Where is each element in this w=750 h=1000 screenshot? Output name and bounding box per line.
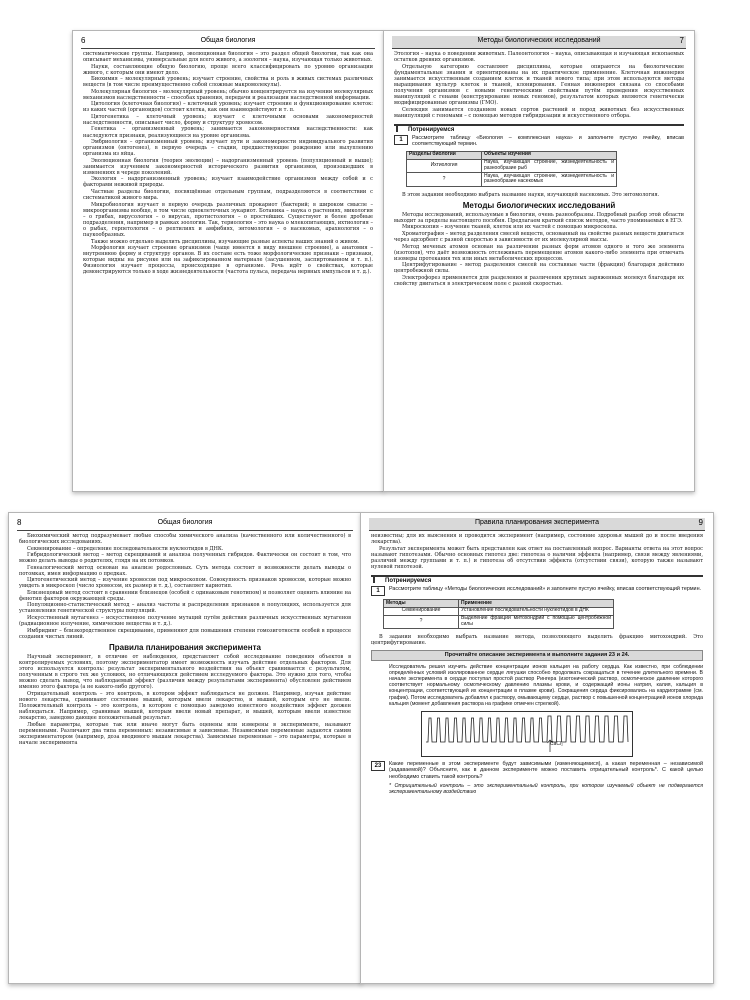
task-text: Какие переменные в этом эксперименте будут зависимыми (изменяющимися), а какая переменная – независимой (задаваемой)? Объясните, как в данном эксперименте можно поставить отрицательный контроль*. С какой целью необходимо ставить такой контроль? xyxy=(389,760,703,780)
table-cell-blank[interactable]: ? xyxy=(384,615,459,629)
paragraph: Микроскопия – изучение тканей, клеток или их частей с помощью микроскопа. xyxy=(402,224,618,231)
table-row xyxy=(407,173,617,187)
paragraph: Генеалогический метод основан на анализе родословных. Суть метода состоит в возможности делать выводы о потомках, имея информацию о предках. xyxy=(19,564,351,577)
paragraph: Генетика – организменный уровень; занимается закономерностями наследственности: как наследуются признаки, реализующиеся на уровне организма. xyxy=(83,126,373,139)
paragraph: систематические группы. Например, эволюционная биология – это раздел общей биологии, так как она описывает механизмы, универсальные для всего живого, а зоология – наука, изучающая только животных. xyxy=(83,51,373,64)
paragraph: В этом задании необходимо выбрать название науки, изучающей насекомых. Это энтомология. xyxy=(402,191,660,198)
running-title: Общая биология xyxy=(157,519,213,526)
page-header xyxy=(392,36,686,49)
methods-table xyxy=(383,599,614,629)
table-cell: Наука, изучающая строение, жизнедеятельность и разнообразие насекомых xyxy=(482,173,617,187)
paragraph: Науки, составляющие общую биологию, проще всего классифицировать по уровню организации живого, с которым они имеют дело. xyxy=(83,63,373,76)
task-text: Рассмотрите таблицу «Методы биологических исследований» и заполните пустую ячейку, вписав соответствующий термин. xyxy=(389,586,702,593)
paragraph: Эмбриология – организменный уровень; изучает пути и закономерности индивидуального развития организмов (онтогенез), в первую очередь – стадии, предшествующие рождению или вылуплению организма из яйца. xyxy=(83,139,373,158)
page-header xyxy=(81,36,375,49)
running-title: Правила планирования эксперимента xyxy=(474,519,600,526)
paragraph: Микробиология изучает в первую очередь различных прокариот (бактерий; в широком смысле – микроорганизмы вообще, в том числе одноклеточных эукариот. Ботаника – наука о растениях, микология – о грибах, вирусология – о вирусах, протистология – о простейших. Существуют и более дробные подразделения, например в рамках зоологии. Так, териология – это наука о млекопитающих, ихтиология – о рыбах, герпетология – о рептилиях и амфибиях, энтомология – о насекомых, арахнология – о паукообразных. xyxy=(83,201,373,239)
practice-heading: Потренируемся xyxy=(394,124,684,133)
paragraph: Также можно отдельно выделить дисциплины, изучающие разные аспекты наших знаний о живом. xyxy=(91,238,360,245)
paragraph: Молекулярная биология – молекулярный уровень; обычно концентрируется на изучении молекулярных механизмов наследственности – способах хранения, передачи и реализации наследственной информации. xyxy=(83,88,373,101)
page-number: 8 xyxy=(17,518,22,527)
footnote: * Отрицательный контроль – это экспериментальный контроль, при котором изучаемый объект не подвергается экспериментальному воздействию xyxy=(389,783,703,796)
experiment-description: Исследователь решил изучить действие концентрации ионов кальция на работу сердца. Как известно, при соблюдении определённых условий изолированное сердце лягушки способно продолжать сокращаться в течение длительного времени. В начале эксперимента в сердце поступал простой раствор Рингера (изотонический раствор, осмотическое давление которого соответствует нормальному осмотическому давлению плазмы крови, и содержащий ионы натрия, калия, кальция в концентрации, соответствующей их концентрации в плазме крови). Сокращения сердца фиксировались на кардиограмме (см. график). Потом исследователь добавлял к раствору, омывающему сердце, раствор с повышенной концентрацией ионов хлорида кальция (момент добавления раствора на графике отмечен стрелкой). xyxy=(389,663,703,707)
paragraph: В задании необходимо выбрать название метода, позволяющего выделить фракцию митохондрий. Это центрифугирование. xyxy=(371,634,703,647)
page-body xyxy=(371,533,703,977)
table-cell-blank[interactable]: ? xyxy=(407,173,482,187)
paragraph: Имбридинг – близкородственное скрещивание, применяют для повышения степени гомозиготности особей в процессе создания чистых линий. xyxy=(19,627,351,640)
task-1 xyxy=(371,586,703,596)
table-row xyxy=(384,615,614,629)
paragraph: Близнецовый метод состоит в сравнении близнецов (особей с одинаковым генотипом) и позволяет оценить влияние на фенотип факторов окружающей среды. xyxy=(19,589,351,602)
page-number: 9 xyxy=(698,518,703,527)
task-1 xyxy=(394,135,684,148)
paragraph: Этология – наука о поведении животных. Палеонтология – наука, описывающая и изучающая ископаемых остатков древних организмов. xyxy=(394,51,684,64)
paragraph: Селекция занимается созданием новых сортов растений и пород животных без искусственных манипуляций с геномами – с помощью методов гибридизации и искусственного отбора. xyxy=(394,106,684,119)
paragraph: Отрицательный контроль – это контроль, в котором эффект наблюдаться не должен. Например, изучая действие нового лекарства, сравнивают состояние мышей, которым ввели лекарство, и мышей, которым его не ввели. Положительный контроль – это контроль, в котором с помощью заведомо известного воздействия эффект должен наблюдаться. Например, сравнивая мышей, которым ввели новый препарат, и мышей, которым ввели известное лекарство, заведомо дающее положительный результат. xyxy=(19,690,351,722)
biology-table xyxy=(406,151,617,187)
paragraph: Биохимия – молекулярный уровень; изучает строение, свойства и роль в живых системах различных веществ (в том числе преимущественно собой сложные макромолекулы). xyxy=(83,76,373,89)
task-number: 23 xyxy=(371,761,385,771)
paragraph: Результат эксперимента может быть представлен как ответ на поставленный вопрос. Варианты ответа на этот вопрос называют гипотезами. Обычно основных гипотез две: гипотеза о наличии эффекта (например, связи между явлениями, различий между группами и т. п.) и гипотеза об отсутствии эффекта (отсутствии связи), которую также называют нулевой гипотезой. xyxy=(371,545,703,570)
page-body xyxy=(394,51,684,485)
table-cell: Секвенирование xyxy=(384,607,459,615)
page-header xyxy=(17,518,353,531)
paragraph: Цитогенетика – клеточный уровень; изучает с клеточными основами закономерностей наследственности, описывает число, форму и структуру хромосом. xyxy=(83,113,373,126)
page-body xyxy=(83,51,373,485)
table-row xyxy=(407,159,617,173)
table-cell: Выделение фракции митохондрий с помощью центробежной силы xyxy=(459,615,614,629)
paragraph: Секвенирование – определение последовательности нуклеотидов в ДНК. xyxy=(27,545,224,552)
paragraph: Хроматография – метод разделения смесей веществ, основанный на свойстве разных веществ двигаться через адсорбент с разной скоростью в зависимости от их молекулярной массы. xyxy=(394,230,684,244)
page-6 xyxy=(72,30,384,492)
table-header: Методы xyxy=(384,600,459,608)
paragraph: Искусственный мутагенез – искусственное получение мутаций путём действия различных искусственных мутагенов (радиационное излучение, химические вещества и т. д.). xyxy=(19,614,351,628)
paragraph: Цитогенетический метод – изучение хромосом под микроскопом. Совокупность признаков хромосом, которые можно увидеть в микроскоп (число хромосом, их размер и т. д.), составляет кариотип. xyxy=(19,577,351,590)
page-7 xyxy=(383,30,695,492)
paragraph: Популяционно-статистический метод – анализ частоты и распределения признаков в популяциях, используется для установления генетической структуры популяций. xyxy=(19,602,351,615)
section-title: Правила планирования эксперимента xyxy=(109,642,261,652)
paragraph: Экология – надорганизменный уровень; изучает взаимодействие организмов между собой и с факторами неживой природы. xyxy=(83,176,373,189)
paragraph: Научный эксперимент, в отличие от наблюдения, представляет собой исследование поведения объектов в контролируемых условиях, поэтому экспериментатор имеет возможность изучать действие отдельных факторов. Для этого используется контроль: результат экспериментального воздействия на объект сравнивается с результатом, полученным в строго тех же условиях, но отличающихся действием исследуемого фактора. Это нужно для того, чтобы можно сделать вывод, что наблюдаемый эффект (различия между результатами эксперимента) обусловлен действием именно этого фактора (а не какого-либо другого). xyxy=(19,653,351,691)
paragraph: Цитология (клеточная биология) – клеточный уровень; изучает строение и функционирование клеток: из каких частей (органоидов) состоит клетка, как они взаимодействуют и т. п. xyxy=(83,101,373,114)
page-body xyxy=(19,533,351,977)
table-cell: Установление последовательности нуклеотидов в ДНК xyxy=(459,607,614,615)
paragraph: Центрифугирование – метод разделения смесей на составные части (фракции) благодаря действию центробежной силы. xyxy=(394,262,684,275)
page-9 xyxy=(360,512,714,984)
paragraph: неизвестны; для их выяснения и проводится эксперимент (например, состояние здоровья мышей до и после введения лекарства). xyxy=(371,533,703,546)
task-23 xyxy=(371,761,703,780)
section-title: Методы биологических исследований xyxy=(462,200,616,210)
paragraph: Методы исследований, используемые в биологии, очень разнообразны. Подробный разбор этой области выходит за пределы настоящего пособия. Предлагаем краткий список методов, часто упоминаемых в ЕГЭ. xyxy=(394,211,684,224)
table-cell: Наука, изучающая строение, жизнедеятельность и разнообразие рыб xyxy=(482,159,617,173)
practice-heading: Потренируемся xyxy=(371,575,703,584)
table-header: Разделы биологии xyxy=(407,151,482,159)
cardiogram-trace xyxy=(422,712,632,756)
cardiogram-chart xyxy=(421,711,633,757)
page-number: 6 xyxy=(81,36,86,45)
running-title: Общая биология xyxy=(200,37,256,44)
task-text: Рассмотрите таблицу «Биология – комплексная наука» и заполните пустую ячейку, вписав соответствующий термин. xyxy=(412,134,684,148)
page-header xyxy=(369,518,705,531)
paragraph: Частные разделы биологии, посвящённые отдельным группам, подразделяются в соответствии с систематикой живого мира. xyxy=(83,188,373,202)
running-title: Методы биологических исследований xyxy=(477,37,601,44)
chart-label: CaCl₂ xyxy=(550,740,564,747)
paragraph: Отдельную категорию составляют дисциплины, которые опираются на биологические фундаментальные знания и ориентированы на их практическое применение. Клеточная инженерия занимается искусственным созданием клеток и тканей нового типа; при этом используются методы выращивания культур клеток и тканей, клонирования. Генная инженерия связана со способами получения организмов с новыми генетическими свойствами путём проведения искусственных манипуляций с генами (конструирование новых геномов), результатом которых являются генетически модифицированные организмы (ГМО). xyxy=(394,63,684,107)
paragraph: Метод меченых атомов основан на различении разных форм атомов одного и того же элемента (изотопов), что даёт возможность отслеживать перемещение атомов какого-либо элемента при отмечать изомеры протекания тех или иных метаболических процессов. xyxy=(394,243,684,262)
table-cell: Ихтиология xyxy=(407,159,482,173)
page-number: 7 xyxy=(679,36,684,45)
table-header: Объекты изучения xyxy=(482,151,617,159)
instruction-banner: Прочитайте описание эксперимента и выполните задания 23 и 24. xyxy=(371,650,703,660)
page-8 xyxy=(8,512,362,984)
paragraph: Эволюционная биология (теория эволюции) – надорганизменный уровень (популяционный и выше); занимается изучением закономерностей исторического развития организмов, произошедших в изменениях в череде поколений. xyxy=(83,157,373,176)
paragraph: Электрофорез применяется для разделения и различения крупных заряженных молекул благодаря их свойству двигаться в электрическом поле с разной скоростью. xyxy=(394,274,684,287)
paragraph: Биохимический метод подразумевает любые способы химического анализа (качественного или количественного) в биологических исследованиях. xyxy=(19,533,351,546)
table-header: Применение xyxy=(459,600,614,608)
task-number: 1 xyxy=(371,586,385,596)
paragraph: Гибридологический метод – метод скрещиваний и анализа полученных гибридов. Фактически он состоит в том, что можно делать выводы о родителях, глядя на их потомков. xyxy=(19,552,351,565)
table-row xyxy=(384,607,614,615)
task-number: 1 xyxy=(394,135,408,145)
paragraph: Морфология изучает строение организмов (чаще имеется в виду внешнее строение), а анатомия – внутреннюю форму и структуру органов. В их составе есть тоже морфологические признаки – признаки, которые видны на рисунке или на зафиксированном материале (засушенном, заспиртованном и т. п.). Физиология изучает процессы, происходящие в организме. Речь идёт о свойствах, которые демонстрируются только в ходе жизнедеятельности (частота пульса, передача нервных импульсов и т. д.). xyxy=(83,244,373,276)
paragraph: Любые параметры, которые так или иначе могут быть оценены или измерены в эксперименте, называют переменными. Различают два типа переменных: независимые и зависимые. Независимые переменные задаются самим экспериментатором (например, доза вводимого мышам лекарства). Зависимые переменные – это параметры, которые в начале эксперимента xyxy=(19,721,351,746)
